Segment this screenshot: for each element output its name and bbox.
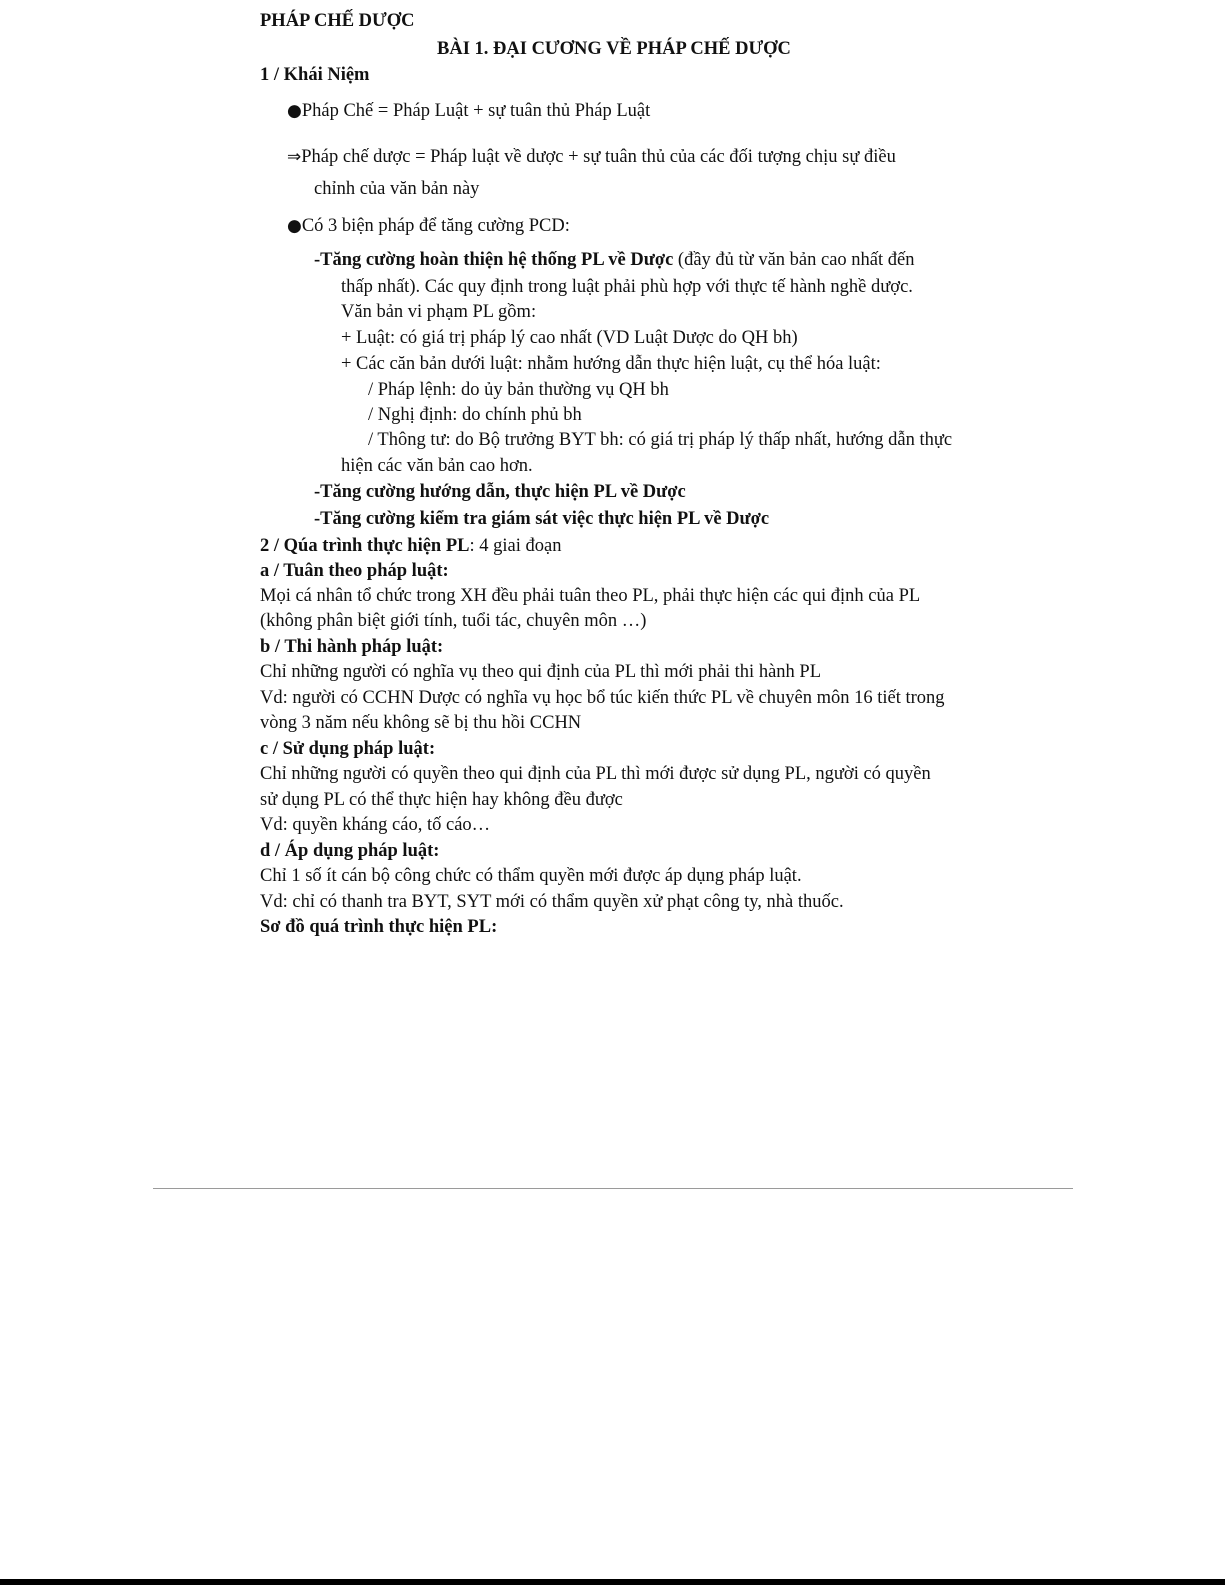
measure-1-line-3: Văn bản vi phạm PL gồm: bbox=[341, 302, 537, 322]
page-separator bbox=[153, 1188, 1073, 1189]
measure-1-note: (đầy đủ từ văn bản cao nhất đến bbox=[673, 250, 915, 270]
bullet-1 bbox=[287, 100, 650, 122]
measure-1-line-5: + Các căn bản dưới luật: nhằm hướng dẫn thực hiện luật, cụ thể hóa luật: bbox=[341, 354, 881, 374]
measure-1-title: -Tăng cường hoàn thiện hệ thống PL về Dược bbox=[314, 250, 674, 270]
diagram-heading: Sơ đồ quá trình thực hiện PL: bbox=[260, 917, 498, 937]
section-1-heading: 1 / Khái Niệm bbox=[260, 65, 370, 85]
arrow-line bbox=[287, 146, 896, 168]
measure-1-line-7: / Nghị định: do chính phủ bh bbox=[368, 405, 582, 425]
measure-2: -Tăng cường hướng dẫn, thực hiện PL về Dược bbox=[314, 482, 686, 502]
measure-1-line-9: hiện các văn bản cao hơn. bbox=[341, 456, 533, 476]
section-2-title: 2 / Qúa trình thực hiện PL bbox=[260, 536, 470, 556]
subsection-c-line-2: sử dụng PL có thể thực hiện hay không đều được bbox=[260, 790, 623, 810]
arrow-line-text: Pháp chế dược = Pháp luật về dược + sự tuân thủ của các đối tượng chịu sự điều bbox=[301, 147, 896, 167]
subsection-c-line-3: Vd: quyền kháng cáo, tố cáo… bbox=[260, 815, 491, 835]
measure-3: -Tăng cường kiểm tra giám sát việc thực hiện PL về Dược bbox=[314, 509, 770, 529]
bullet-1-text: Pháp Chế = Pháp Luật + sự tuân thủ Pháp Luật bbox=[301, 101, 651, 121]
measure-1-line-4: + Luật: có giá trị pháp lý cao nhất (VD Luật Dược do QH bh) bbox=[341, 328, 798, 348]
subsection-c-heading: c / Sử dụng pháp luật: bbox=[260, 739, 436, 759]
bullet-2 bbox=[287, 215, 570, 237]
subsection-b-line-1: Chỉ những người có nghĩa vụ theo qui định của PL thì mới phải thi hành PL bbox=[260, 662, 821, 682]
subsection-b-heading: b / Thi hành pháp luật: bbox=[260, 637, 444, 657]
section-2-heading bbox=[260, 535, 561, 557]
arrow-line-continuation: chỉnh của văn bản này bbox=[314, 179, 480, 199]
subsection-d-line-2: Vd: chỉ có thanh tra BYT, SYT mới có thẩm quyền xử phạt công ty, nhà thuốc. bbox=[260, 892, 844, 912]
implies-arrow-icon: ⇒ bbox=[287, 147, 302, 167]
measure-1-line-8: / Thông tư: do Bộ trưởng BYT bh: có giá trị pháp lý thấp nhất, hướng dẫn thực bbox=[368, 430, 953, 450]
subsection-a-heading: a / Tuân theo pháp luật: bbox=[260, 561, 449, 581]
bullet-2-text: Có 3 biện pháp để tăng cường PCD: bbox=[301, 216, 570, 236]
subsection-a-line-1: Mọi cá nhân tổ chức trong XH đều phải tuân theo PL, phải thực hiện các qui định của PL bbox=[260, 586, 921, 606]
subsection-b-line-3: vòng 3 năm nếu không sẽ bị thu hồi CCHN bbox=[260, 713, 582, 733]
measure-1-line-2: thấp nhất). Các quy định trong luật phải phù hợp với thực tế hành nghề dược. bbox=[341, 277, 913, 297]
lesson-title: BÀI 1. ĐẠI CƯƠNG VỀ PHÁP CHẾ DƯỢC bbox=[437, 39, 791, 59]
subsection-a-line-2: (không phân biệt giới tính, tuổi tác, chuyên môn …) bbox=[260, 611, 647, 631]
bottom-border bbox=[0, 1579, 1225, 1585]
subsection-d-line-1: Chỉ 1 số ít cán bộ công chức có thẩm quyền mới được áp dụng pháp luật. bbox=[260, 866, 802, 886]
bullet-dot-icon: ● bbox=[287, 101, 302, 121]
measure-1 bbox=[314, 249, 915, 271]
doc-header: PHÁP CHẾ DƯỢC bbox=[260, 11, 415, 31]
subsection-c-line-1: Chỉ những người có quyền theo qui định của PL thì mới được sử dụng PL, người có quyền bbox=[260, 764, 931, 784]
measure-1-line-6: / Pháp lệnh: do ủy bản thường vụ QH bh bbox=[368, 380, 669, 400]
bullet-dot-icon: ● bbox=[287, 216, 302, 236]
section-2-note: : 4 giai đoạn bbox=[469, 536, 562, 556]
subsection-d-heading: d / Áp dụng pháp luật: bbox=[260, 841, 440, 861]
subsection-b-line-2: Vd: người có CCHN Dược có nghĩa vụ học bổ túc kiến thức PL về chuyên môn 16 tiết trong bbox=[260, 688, 945, 708]
